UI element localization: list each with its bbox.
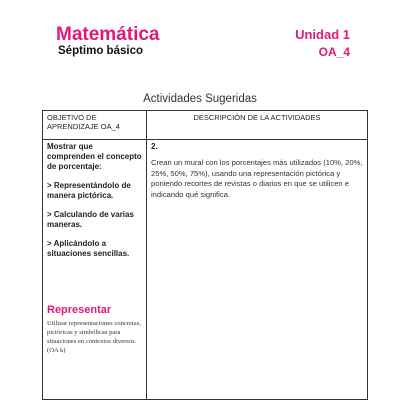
objective-text: Mostrar que comprenden el concepto de porcentaje: xyxy=(47,142,142,171)
skill-description: Utilizar representaciones concretas, pictóricas y simbólicas para situaciones en contextos diversos. (OA k) xyxy=(47,320,141,354)
description-cell xyxy=(147,140,368,400)
skill-title: Representar xyxy=(47,304,112,316)
section-title: Actividades Sugeridas xyxy=(143,93,257,105)
activities-table xyxy=(42,110,368,400)
table-header-row xyxy=(43,111,368,140)
objective-column-header: OBJETIVO DE APRENDIZAJE OA_4 xyxy=(43,111,147,140)
activity-number: 2. xyxy=(151,142,158,151)
objective-bullet: > Representándolo de manera pictórica. xyxy=(47,181,131,200)
objective-bullet: > Aplicándolo a situaciones sencillas. xyxy=(47,239,130,258)
objective-cell xyxy=(43,140,147,400)
grade-level: Séptimo básico xyxy=(58,45,143,57)
oa-code: OA_4 xyxy=(318,45,350,59)
unit-label: Unidad 1 xyxy=(295,27,350,42)
subject-title: Matemática xyxy=(56,24,160,45)
table-row xyxy=(43,140,368,400)
activity-description: Crean un mural con los porcentajes más utilizados (10%, 20%, 25%, 50%, 75%), usando una representación pictórica y poniendo recortes de revistas o diarios en que se utilicen e indicando qué significa. xyxy=(151,158,363,199)
description-column-header: DESCRIPCIÓN DE LA ACTIVIDADES xyxy=(147,111,368,140)
objective-bullet: > Calculando de varias maneras. xyxy=(47,210,134,229)
